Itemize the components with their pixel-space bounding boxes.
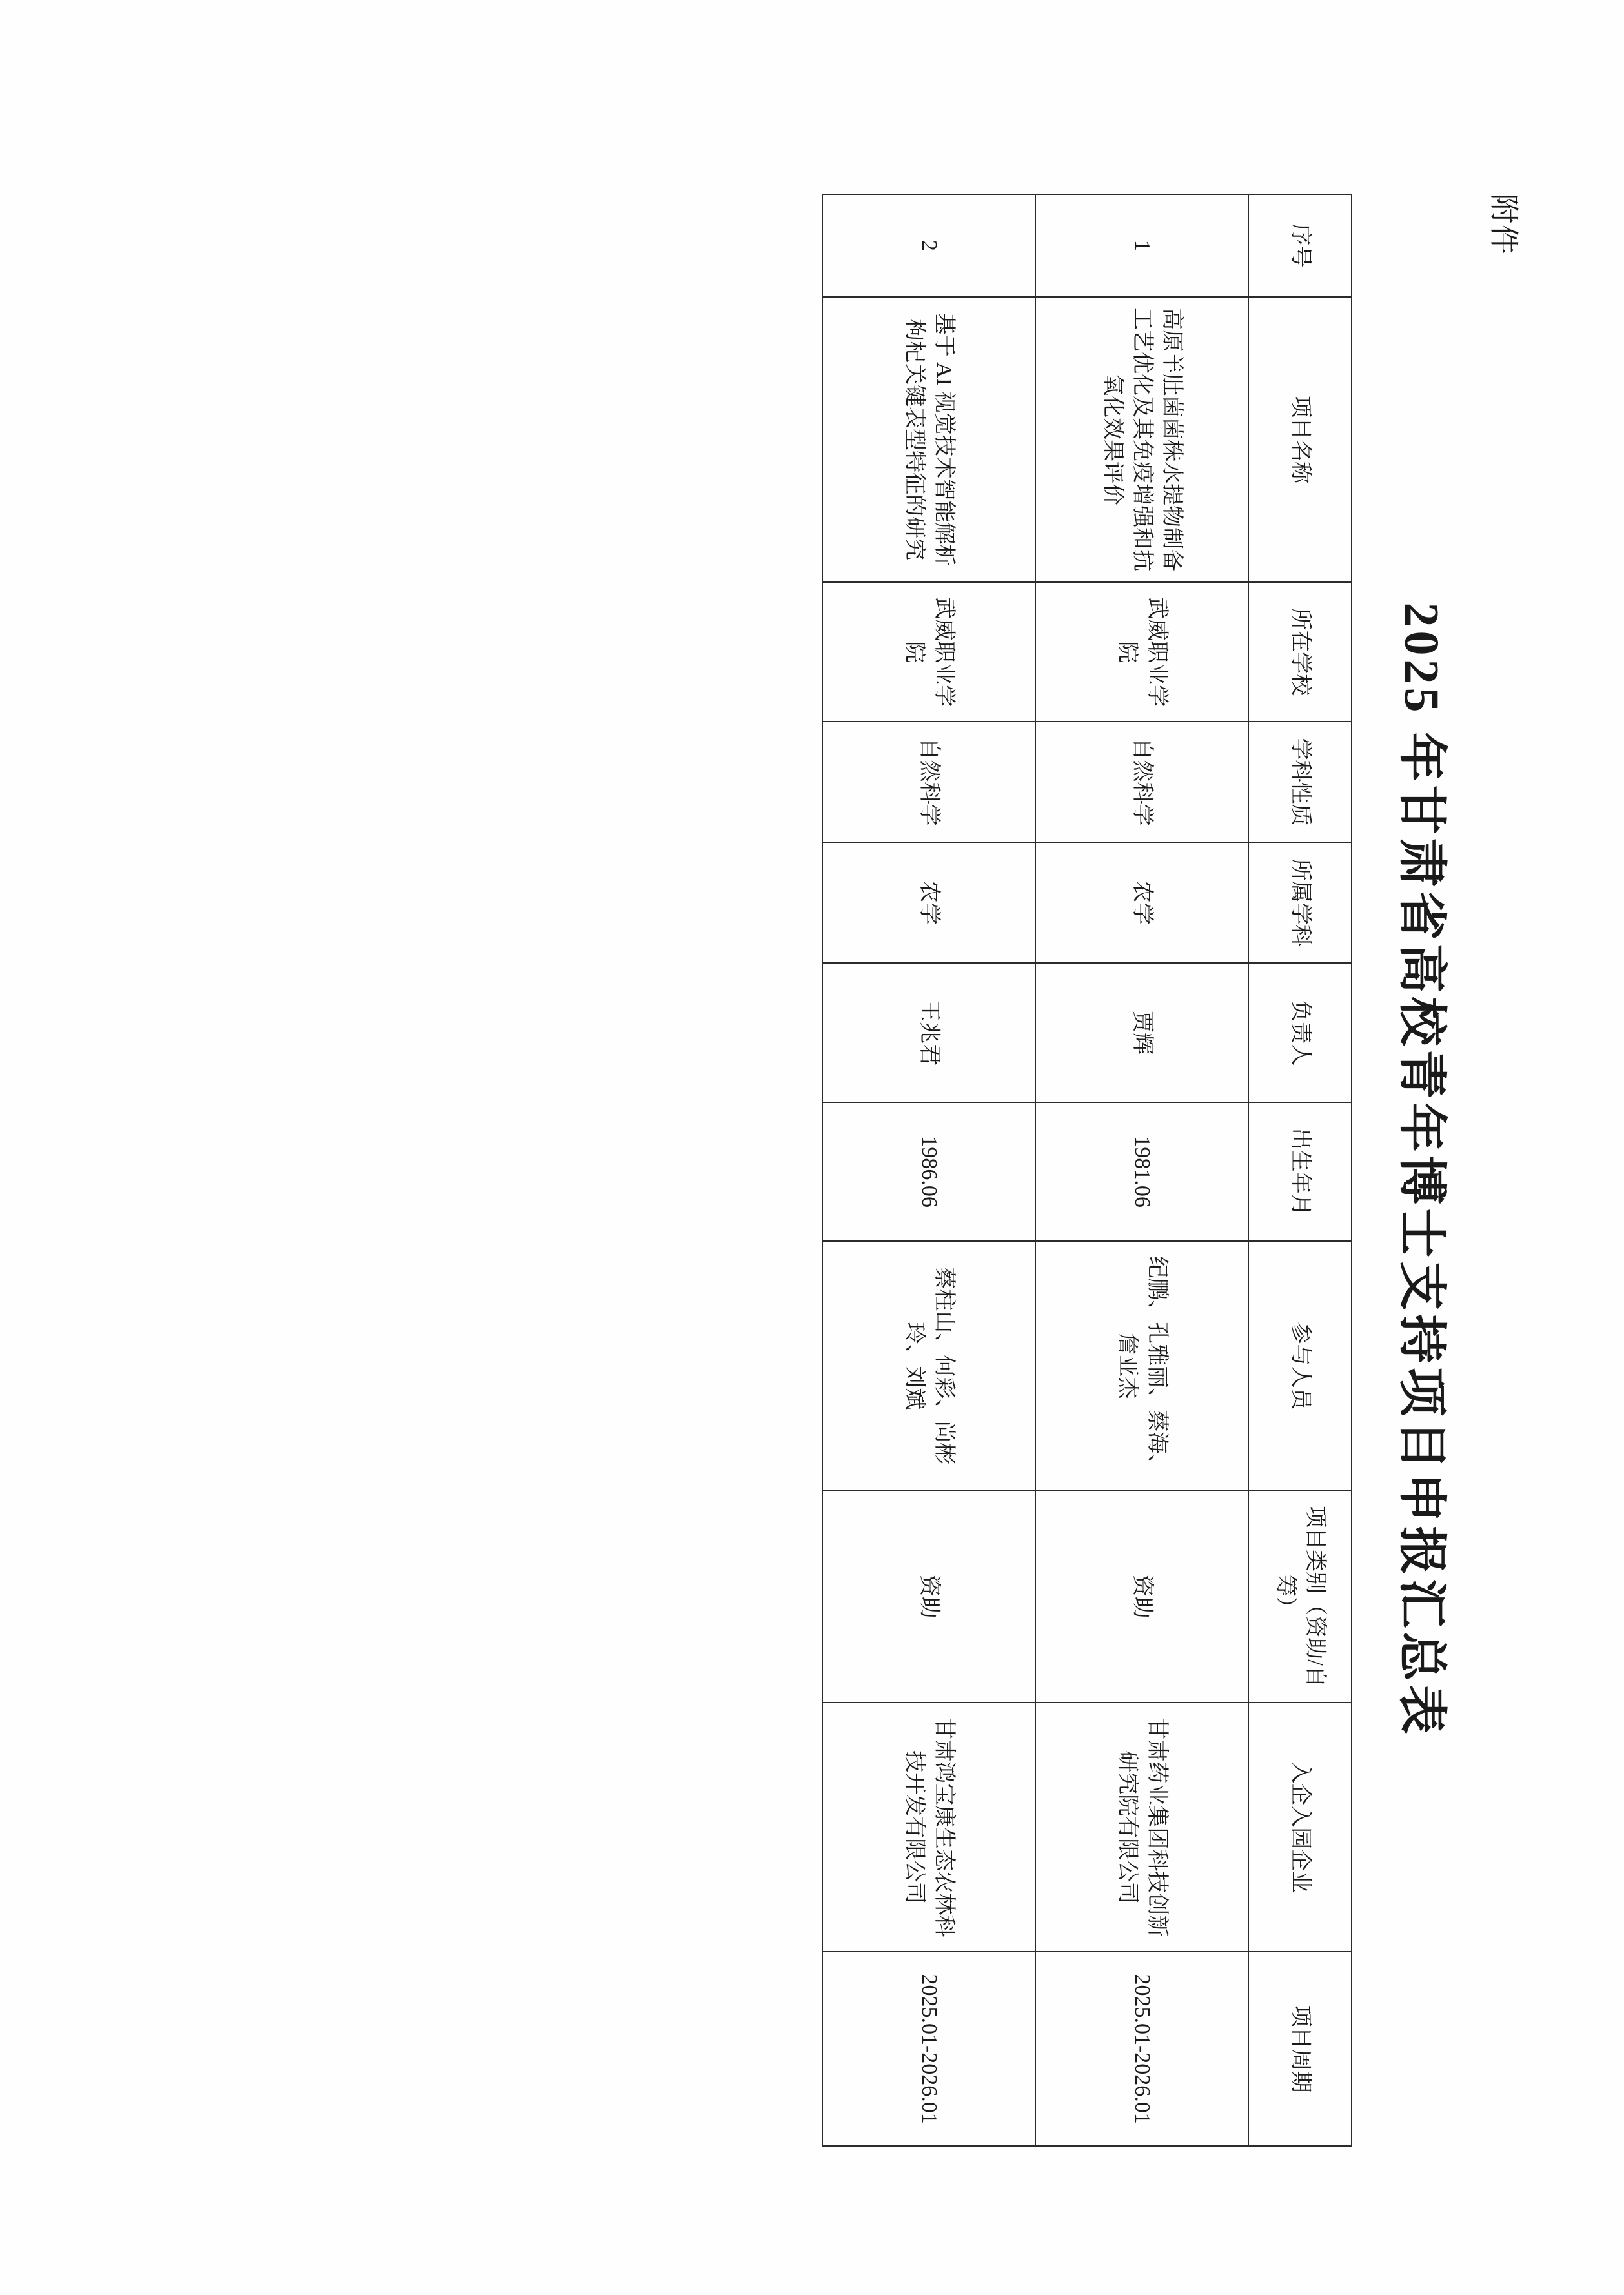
column-header-leader: 负责人	[1248, 963, 1352, 1102]
cell-birth: 1981.06	[1035, 1102, 1248, 1242]
cell-seq: 2	[822, 194, 1035, 297]
table-header-row	[1248, 194, 1352, 2146]
table-row	[1035, 194, 1248, 2146]
column-header-subject: 所属学科	[1248, 842, 1352, 963]
cell-leader: 贾辉	[1035, 963, 1248, 1102]
cell-seq: 1	[1035, 194, 1248, 297]
cell-school: 武威职业学院	[822, 582, 1035, 722]
column-header-period: 项目周期	[1248, 1952, 1352, 2146]
cell-members: 纪鹏、孔雅丽、蔡海、詹亚杰	[1035, 1241, 1248, 1490]
page-title: 2025 年甘肃省高校青年博士支持项目申报汇总表	[1394, 602, 1448, 1738]
cell-period: 2025.01-2026.01	[822, 1952, 1035, 2146]
cell-leader: 王兆君	[822, 963, 1035, 1102]
column-header-members: 参与人员	[1248, 1241, 1352, 1490]
cell-category: 资助	[1035, 1490, 1248, 1703]
cell-name: 基于 AI 视觉技术智能解析枸杞关键表型特征的研究	[822, 297, 1035, 583]
cell-park: 甘肃鸿宝康生态农林科技开发有限公司	[822, 1703, 1035, 1952]
column-header-birth: 出生年月	[1248, 1102, 1352, 1242]
cell-members: 蔡柱山、何彩、尚彬玲、刘斌	[822, 1241, 1035, 1490]
column-header-category: 项目类别（资助/自筹）	[1248, 1490, 1352, 1703]
column-header-name: 项目名称	[1248, 297, 1352, 583]
cell-nature: 自然科学	[1035, 722, 1248, 842]
cell-park: 甘肃药业集团科技创新研究院有限公司	[1035, 1703, 1248, 1952]
column-header-nature: 学科性质	[1248, 722, 1352, 842]
attachment-label: 附件	[1487, 194, 1520, 256]
cell-school: 武威职业学院	[1035, 582, 1248, 722]
table-row	[822, 194, 1035, 2146]
cell-category: 资助	[822, 1490, 1035, 1703]
column-header-park: 入企入园企业	[1248, 1703, 1352, 1952]
cell-subject: 农学	[1035, 842, 1248, 963]
column-header-seq: 序号	[1248, 194, 1352, 297]
cell-birth: 1986.06	[822, 1102, 1035, 1242]
cell-name: 高原羊肚菌菌株水提物制备工艺优化及其免疫增强和抗氧化效果评价	[1035, 297, 1248, 583]
project-summary-table	[822, 194, 1352, 2147]
cell-nature: 自然科学	[822, 722, 1035, 842]
column-header-school: 所在学校	[1248, 582, 1352, 722]
cell-subject: 农学	[822, 842, 1035, 963]
cell-period: 2025.01-2026.01	[1035, 1952, 1248, 2146]
